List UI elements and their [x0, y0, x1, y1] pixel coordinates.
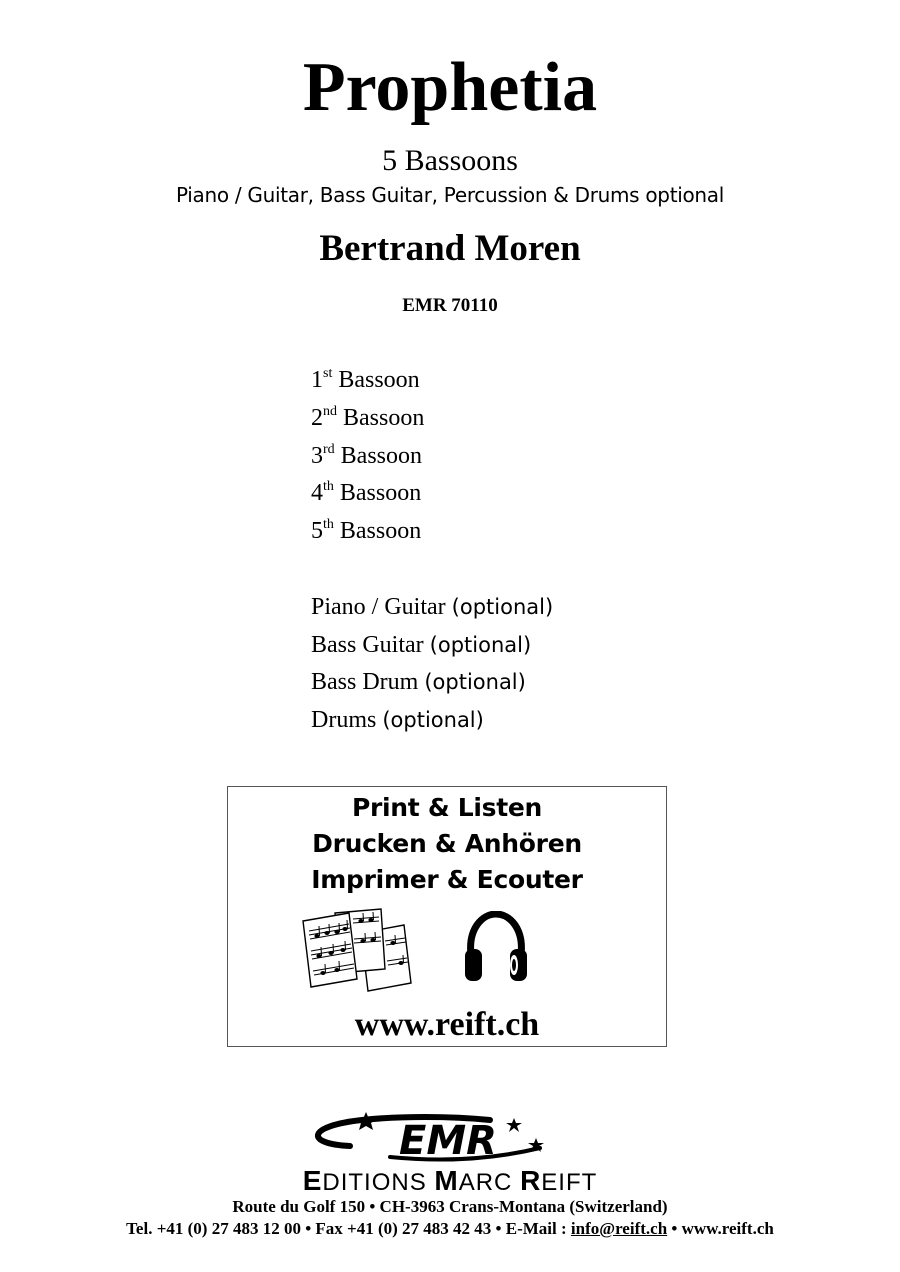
part-ordinal: 5: [311, 518, 323, 545]
publisher-initial: E: [302, 1165, 323, 1196]
optional-part-label: Bass Guitar: [311, 631, 424, 658]
part-ordinal-suffix: nd: [323, 403, 337, 419]
part-ordinal: 2: [311, 404, 323, 431]
optional-part-item: [311, 627, 731, 665]
optional-part-label: Piano / Guitar: [311, 593, 446, 620]
part-label: Bassoon: [343, 404, 425, 431]
part-ordinal: 4: [311, 480, 323, 507]
publisher-word: EIFT: [541, 1169, 598, 1196]
part-ordinal: 1: [311, 367, 323, 393]
parts-spacer: [311, 551, 731, 589]
part-ordinal-suffix: rd: [323, 441, 335, 457]
optional-note: (optional): [424, 670, 526, 695]
optional-part-item: [311, 664, 731, 702]
promo-url[interactable]: www.reift.ch: [354, 1006, 540, 1043]
print-listen-box: [227, 786, 667, 1047]
part-item: [311, 362, 731, 400]
part-item: [311, 400, 731, 438]
part-ordinal-suffix: th: [323, 479, 334, 495]
publisher-word: DITIONS: [322, 1169, 427, 1196]
optional-part-label: Drums: [311, 707, 377, 734]
emr-logo: [250, 1108, 650, 1168]
part-item: [311, 438, 731, 476]
publisher-contact: [0, 1218, 900, 1240]
part-label: Bassoon: [339, 518, 422, 545]
contact-phone-fax: Tel. +41 (0) 27 483 12 00 • Fax +41 (0) 27 483 42 43 • E-Mail :: [126, 1219, 571, 1238]
promo-line-german: Drucken & Anhören: [312, 829, 582, 858]
promo-line-french: Imprimer & Ecouter: [311, 865, 583, 894]
part-item: [311, 513, 731, 551]
part-label: Bassoon: [338, 367, 420, 393]
part-item: [311, 475, 731, 513]
optional-note: (optional): [451, 594, 554, 619]
promo-line-english: Print & Listen: [351, 793, 543, 822]
contact-website[interactable]: • www.reift.ch: [667, 1219, 774, 1238]
part-ordinal-suffix: th: [323, 517, 334, 533]
sheet-music-icon: [301, 907, 413, 993]
publisher-word: ARC: [458, 1169, 513, 1196]
optional-note: (optional): [382, 708, 484, 733]
optional-part-label: Bass Drum: [311, 669, 419, 696]
parts-list: [311, 362, 731, 740]
email-link[interactable]: info@reift.ch: [570, 1219, 668, 1238]
optional-part-item: [311, 589, 731, 627]
part-ordinal: 3: [311, 442, 323, 469]
optional-part-item: [311, 702, 731, 740]
logo-text: EMR: [399, 1118, 497, 1164]
optional-note: (optional): [429, 632, 532, 657]
title: Prophetia: [302, 49, 598, 126]
composer: Bertrand Moren: [319, 228, 581, 269]
publisher-initial: R: [520, 1165, 542, 1196]
publisher-initial: M: [434, 1165, 459, 1196]
part-ordinal-suffix: st: [323, 366, 333, 381]
part-label: Bassoon: [340, 442, 423, 469]
instrumentation: Piano / Guitar, Bass Guitar, Percussion & Drums optional: [175, 183, 725, 207]
publisher-name: [0, 1166, 900, 1198]
part-label: Bassoon: [339, 480, 422, 507]
publisher-address: Route du Golf 150 • CH-3963 Crans-Montana (Switzerland): [232, 1197, 668, 1216]
subtitle: 5 Bassoons: [382, 144, 518, 177]
headphones-icon: [464, 911, 528, 985]
catalog-number: EMR 70110: [402, 295, 498, 316]
